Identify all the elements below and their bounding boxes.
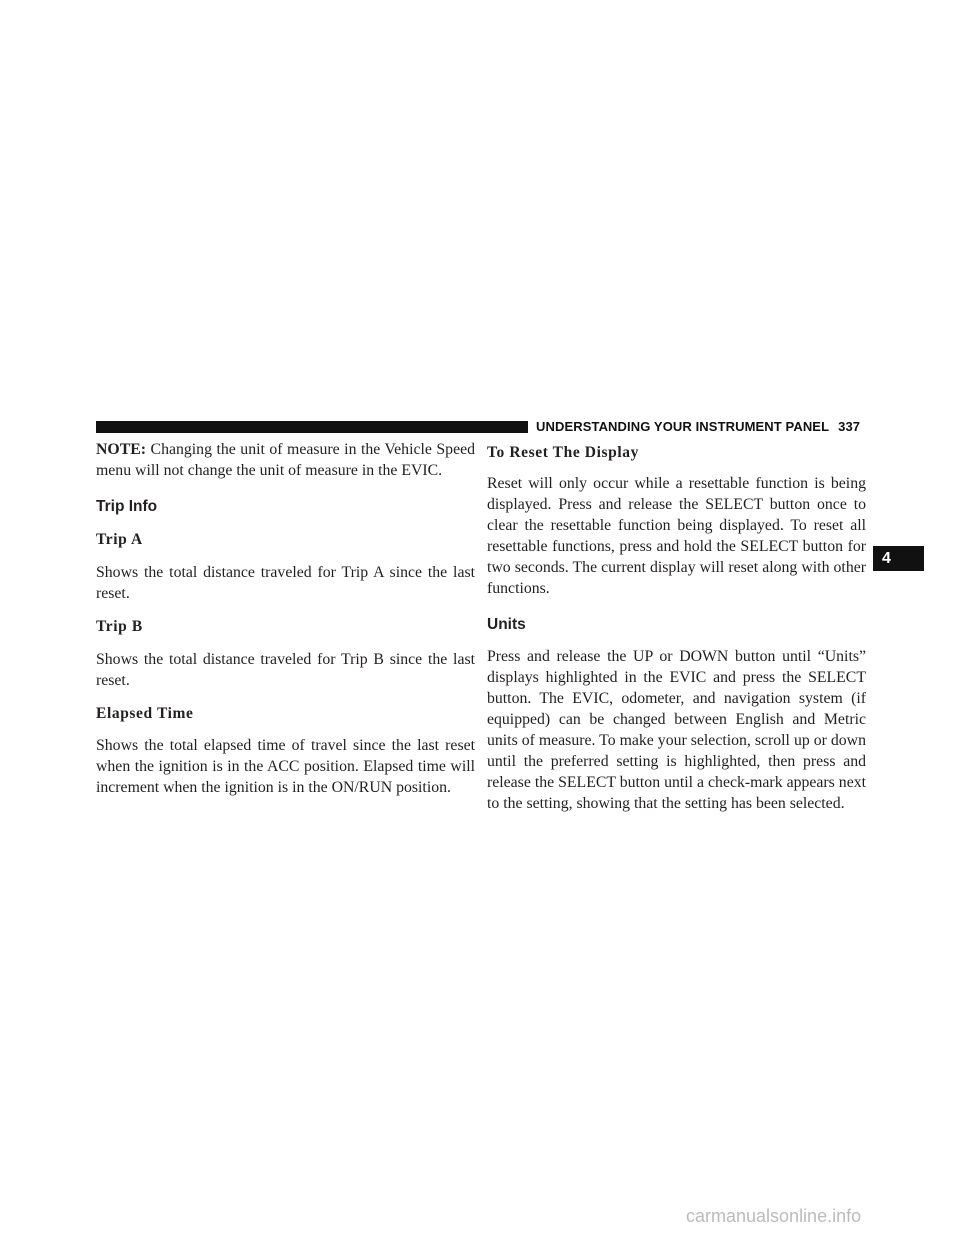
reset-display-text: Reset will only occur while a resettable function is being displayed. Press and release the SELECT button once to clear the resettable function being displayed. To reset all resettable functions, press and hold the SELECT button for two seconds. The current display will reset along with other functions. [487, 475, 866, 597]
note-label: NOTE: [96, 441, 147, 458]
trip-b-heading: Trip B [96, 618, 143, 635]
trip-b-text: Shows the total distance traveled for Trip B since the last reset. [96, 651, 475, 689]
left-column [96, 439, 475, 798]
running-header [536, 419, 866, 434]
watermark-text: carmanualsonline.info [686, 1206, 862, 1226]
trip-info-heading: Trip Info [96, 498, 158, 515]
trip-a-heading: Trip A [96, 531, 143, 548]
reset-display-heading: To Reset The Display [487, 444, 639, 461]
elapsed-time-text: Shows the total elapsed time of travel since the last reset when the ignition is in the ACC position. Elapsed time will increment when the ignition is in the ON/RUN position. [96, 737, 475, 796]
units-heading: Units [487, 616, 526, 633]
page-number: 337 [838, 419, 861, 434]
right-column [487, 443, 866, 814]
header-title: UNDERSTANDING YOUR INSTRUMENT PANEL [536, 419, 830, 434]
note-paragraph [96, 439, 475, 481]
elapsed-time-heading: Elapsed Time [96, 705, 194, 722]
note-text: Changing the unit of measure in the Vehicle Speed menu will not change the unit of measure in the EVIC. [96, 441, 475, 479]
trip-a-text: Shows the total distance traveled for Trip A since the last reset. [96, 564, 475, 602]
header-rule-bar [96, 421, 528, 433]
units-text: Press and release the UP or DOWN button until “Units” displays highlighted in the EVIC and press the SELECT button. The EVIC, odometer, and navigation system (if equipped) can be changed between English and Metric units of measure. To make your selection, scroll up or down until the preferred setting is highlighted, then press and release the SELECT button until a check-mark appears next to the setting, showing that the setting has been selected. [487, 648, 866, 812]
chapter-tab: 4 [873, 546, 924, 571]
